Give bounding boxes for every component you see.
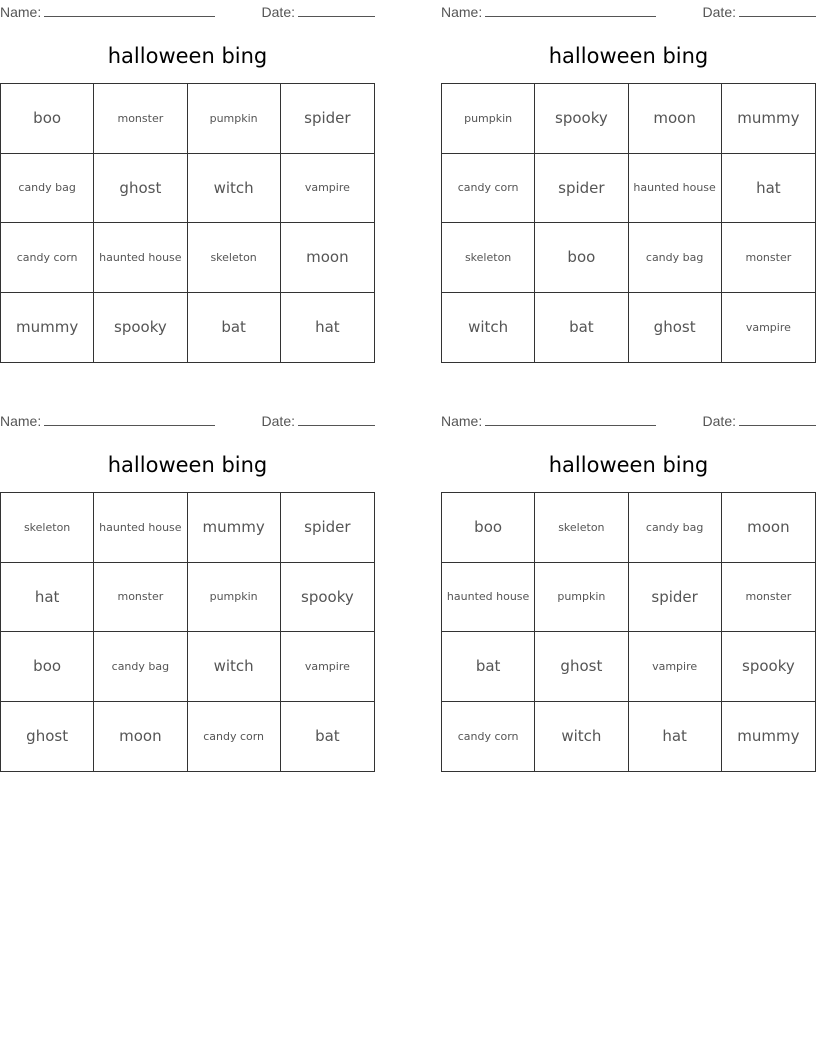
bingo-cell: vampire [629, 632, 722, 702]
bingo-cell: mummy [188, 493, 281, 563]
bingo-grid [0, 83, 375, 363]
bingo-cell: spooky [722, 632, 815, 702]
bingo-cell: spider [535, 154, 628, 224]
bingo-cell: pumpkin [188, 563, 281, 633]
bingo-cell: ghost [629, 293, 722, 363]
bingo-grid [441, 83, 816, 363]
name-label: Name: [441, 4, 483, 20]
name-field [441, 2, 656, 20]
bingo-cell: mummy [1, 293, 94, 363]
bingo-cell: skeleton [188, 223, 281, 293]
bingo-cell: pumpkin [535, 563, 628, 633]
bingo-cell: candy bag [629, 223, 722, 293]
bingo-cell: spooky [535, 84, 628, 154]
bingo-cell: bat [315, 727, 340, 746]
bingo-cell: boo [535, 223, 628, 293]
bingo-cell: bat [535, 293, 628, 363]
date-blank-line [739, 2, 816, 17]
bingo-cell: hat [1, 563, 94, 633]
bingo-cell: hat [315, 318, 340, 337]
bingo-cell: skeleton [442, 223, 535, 293]
bingo-cell: boo [1, 84, 94, 154]
bingo-cell: haunted house [442, 563, 535, 633]
bingo-cell: moon [629, 84, 722, 154]
bingo-cell: candy corn [442, 154, 535, 224]
bingo-cell: hat [629, 702, 722, 772]
bingo-cell: spider [629, 563, 722, 633]
bingo-cell: monster [94, 84, 187, 154]
name-label: Name: [441, 413, 483, 429]
bingo-cell: spooky [94, 293, 187, 363]
bingo-cell: candy corn [1, 223, 94, 293]
bingo-cell: haunted house [94, 493, 187, 563]
bingo-cell: candy bag [1, 154, 94, 224]
bingo-cell: vampire [281, 154, 374, 224]
bingo-cell: candy corn [188, 702, 281, 772]
bingo-cell: boo [442, 493, 535, 563]
name-blank-line [44, 411, 215, 426]
date-label: Date: [261, 4, 295, 20]
name-blank-line [44, 2, 215, 17]
bingo-cell: vampire [281, 632, 374, 702]
date-field [703, 2, 816, 20]
date-label: Date: [702, 4, 736, 20]
bingo-cell: boo [1, 632, 94, 702]
bingo-grid [441, 492, 816, 772]
bingo-cell: ghost [1, 702, 94, 772]
bingo-cell: skeleton [1, 493, 94, 563]
name-field [0, 411, 215, 429]
bingo-cell: spider [281, 84, 374, 154]
bingo-card [0, 0, 375, 337]
bingo-cell: monster [722, 223, 815, 293]
bingo-cell: bat [188, 293, 281, 363]
bingo-cell: haunted house [94, 223, 187, 293]
name-field [441, 411, 656, 429]
date-blank-line [298, 2, 375, 17]
card-title: halloween bing [107, 44, 268, 68]
bingo-cell: monster [722, 563, 815, 633]
bingo-cell: candy corn [442, 702, 535, 772]
name-field [0, 2, 215, 20]
date-blank-line [298, 411, 375, 426]
bingo-cell: haunted house [629, 154, 722, 224]
name-blank-line [485, 411, 656, 426]
bingo-cell: bat [442, 632, 535, 702]
bingo-cell: skeleton [535, 493, 628, 563]
card-title: halloween bing [548, 453, 709, 477]
bingo-cell: witch [188, 154, 281, 224]
date-label: Date: [261, 413, 295, 429]
bingo-cell: ghost [94, 154, 187, 224]
bingo-cell: candy bag [629, 493, 722, 563]
bingo-cell: moon [281, 223, 374, 293]
bingo-cell: hat [722, 154, 815, 224]
bingo-card [441, 0, 816, 337]
bingo-cell: witch [535, 702, 628, 772]
date-field [262, 2, 375, 20]
bingo-cell: mummy [722, 84, 815, 154]
bingo-cell: vampire [745, 320, 791, 334]
bingo-card [0, 409, 375, 746]
bingo-cell: monster [94, 563, 187, 633]
card-title: halloween bing [107, 453, 268, 477]
bingo-cell: ghost [535, 632, 628, 702]
name-label: Name: [0, 413, 42, 429]
bingo-cell: pumpkin [442, 84, 535, 154]
bingo-cell: moon [94, 702, 187, 772]
bingo-cell: spooky [281, 563, 374, 633]
bingo-cell: witch [188, 632, 281, 702]
bingo-cell: mummy [737, 727, 800, 746]
name-blank-line [485, 2, 656, 17]
name-label: Name: [0, 4, 42, 20]
date-label: Date: [702, 413, 736, 429]
date-blank-line [739, 411, 816, 426]
card-header [441, 409, 816, 431]
card-header [441, 0, 816, 22]
date-field [703, 411, 816, 429]
card-header [0, 0, 375, 22]
date-field [262, 411, 375, 429]
bingo-cell: spider [281, 493, 374, 563]
bingo-cell: moon [722, 493, 815, 563]
bingo-grid [0, 492, 375, 772]
bingo-card [441, 409, 816, 746]
card-header [0, 409, 375, 431]
card-title: halloween bing [548, 44, 709, 68]
bingo-cell: witch [442, 293, 535, 363]
bingo-cell: pumpkin [188, 84, 281, 154]
bingo-cell: candy bag [94, 632, 187, 702]
